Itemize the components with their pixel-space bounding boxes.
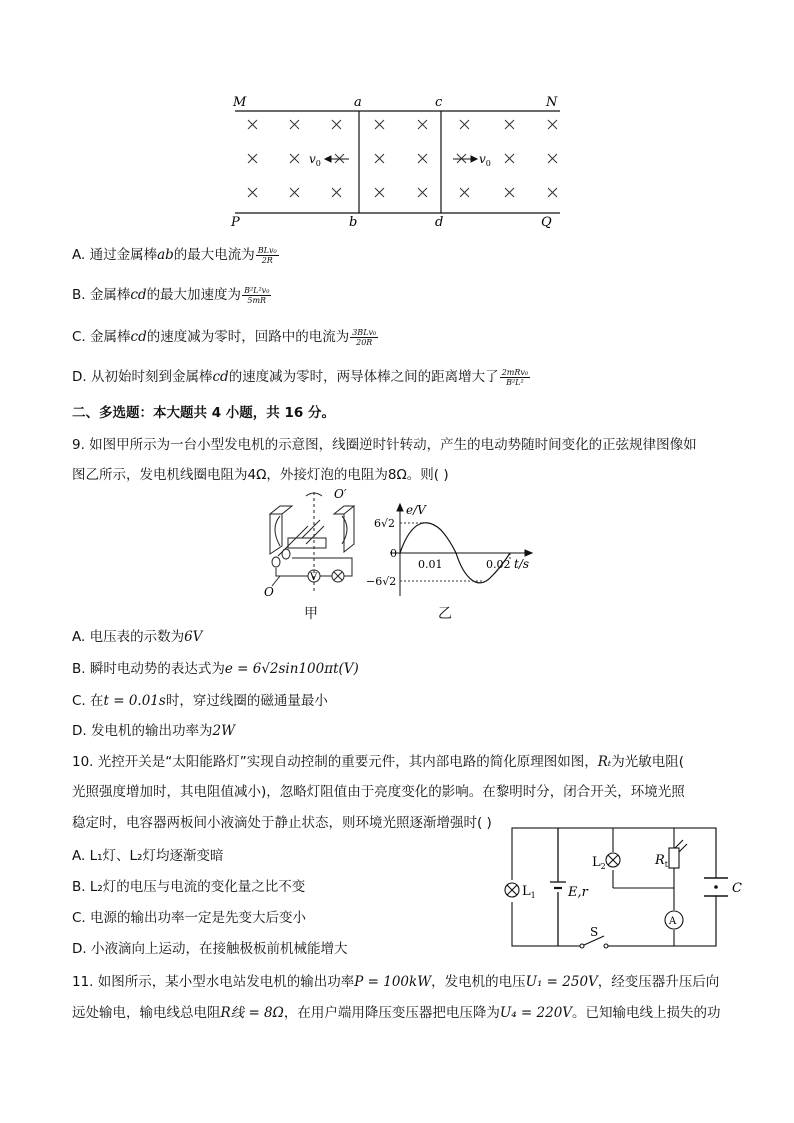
- x-axis-label: t/s: [514, 557, 530, 571]
- label-O-top: O′: [334, 487, 347, 501]
- label-v0-left: $v_0$: [309, 152, 321, 168]
- q9-stem-line1: 9. 如图甲所示为一台小型发电机的示意图，线圈逆时针转动，产生的电动势随时间变化的正弦规律图像如: [72, 437, 697, 453]
- q10-option-d[interactable]: D. 小液滴向上运动，在接触极板前机械能增大: [72, 941, 348, 957]
- label-C: C: [732, 881, 742, 896]
- section-title: 二、多选题：本大题共 4 小题，共 16 分。: [72, 405, 335, 421]
- label-Er: E,r: [568, 885, 588, 900]
- q11-stem-line2: 远处输电，输电线总电阻R线 = 8Ω，在用户端用降压变压器把电压降为U₄ = 220V。已知输电线上损失的功: [72, 1005, 721, 1021]
- q10-stem-line3: 稳定时，电容器两板间小液滴处于静止状态，则环境光照逐渐增强时( ): [72, 815, 492, 831]
- label-v0-right: $v_0$: [479, 152, 491, 168]
- label-L1: $L_1$: [522, 884, 536, 900]
- velocity-arrow-right: [453, 156, 477, 162]
- caption-jia: 甲: [304, 606, 318, 622]
- lamp-L1: [505, 883, 519, 897]
- q10-stem-line2: 光照强度增加时，其电阻值减小)，忽略灯阻值由于亮度变化的影响。在黎明时分，闭合开关，环境光照: [72, 784, 685, 800]
- label-b: b: [349, 215, 358, 230]
- q8-option-c[interactable]: C. 金属棒cd的速度减为零时，回路中的电流为 $\frac{\text{3BLv₀}}{20R}$: [72, 327, 377, 347]
- q11-stem-line1: 11. 如图所示，某小型水电站发电机的输出功率P = 100kW，发电机的电压U₁ = 250V，经变压器升压后向: [72, 974, 720, 990]
- q9-option-c[interactable]: C. 在t = 0.01s时，穿过线圈的磁通量最小: [72, 693, 328, 709]
- label-N: N: [546, 95, 558, 110]
- q10-option-a[interactable]: A. L₁灯、L₂灯均逐渐变暗: [72, 848, 224, 864]
- rails-figure: [225, 92, 575, 230]
- fraction: $\frac{\text{2mRv₀}}{\text{B²L²}}$: [501, 367, 529, 387]
- q9-option-b[interactable]: B. 瞬时电动势的表达式为e = 6√2sin100πt(V): [72, 661, 359, 677]
- label-P: P: [231, 215, 240, 230]
- y-axis-label: e/V: [406, 503, 426, 517]
- label-A: A: [669, 916, 677, 927]
- label-d: d: [435, 215, 444, 230]
- label-O-bottom: O: [264, 585, 274, 599]
- q8-option-a[interactable]: A. 通过金属棒ab的最大电流为 $\frac{\text{BLv₀}}{2R}$: [72, 245, 277, 265]
- label-Rt: $R_t$: [655, 853, 669, 869]
- circuit-figure: [498, 822, 748, 956]
- photoresistor-Rt: [669, 840, 687, 868]
- q9-stem-line2: 图乙所示，发电机线圈电阻为4Ω，外接灯泡的电阻为8Ω。则( ): [72, 467, 449, 483]
- label-S: S: [590, 925, 599, 939]
- fraction: $\frac{\text{3BLv₀}}{20R}$: [352, 327, 377, 347]
- x-tick-2: 0.02: [486, 558, 511, 571]
- lamp-L2: [606, 853, 620, 867]
- q10-stem-line1: 10. 光控开关是“太阳能路灯”实现自动控制的重要元件，其内部电路的简化原理图如图，Rₜ为光敏电阻(: [72, 754, 685, 770]
- q8-option-b[interactable]: B. 金属棒cd的最大加速度为 $\frac{\text{B²L²v₀}}{5mR}$: [72, 285, 270, 305]
- q10-option-b[interactable]: B. L₂灯的电压与电流的变化量之比不变: [72, 879, 306, 895]
- voltmeter-label: V: [310, 572, 318, 583]
- emf-sine-graph: [360, 500, 540, 600]
- fraction: $\frac{\text{B²L²v₀}}{5mR}$: [244, 285, 270, 305]
- q8-option-d[interactable]: D. 从初始时刻到金属棒cd的速度减为零时，两导体棒之间的距离增大了 $\frac{\text{2mRv₀}}{\text{B²L²}}$: [72, 367, 529, 387]
- label-c: c: [435, 95, 443, 110]
- label-a: a: [354, 95, 362, 110]
- q9-option-d[interactable]: D. 发电机的输出功率为2W: [72, 723, 235, 739]
- droplet: [714, 885, 718, 889]
- q9-option-a[interactable]: A. 电压表的示数为6V: [72, 629, 203, 645]
- y-tick-pos: 6√2: [374, 517, 396, 530]
- y-tick-neg: −6√2: [366, 575, 397, 588]
- q10-option-c[interactable]: C. 电源的输出功率一定是先变大后变小: [72, 910, 307, 926]
- label-Q: Q: [541, 215, 552, 230]
- magnetic-field-crosses: [248, 120, 557, 197]
- x-tick-1: 0.01: [418, 558, 443, 571]
- caption-yi: 乙: [438, 606, 452, 622]
- generator-figure: [258, 486, 370, 600]
- label-L2: $L_2$: [592, 855, 606, 871]
- label-M: M: [233, 95, 247, 110]
- y-tick-zero: 0: [390, 547, 397, 560]
- fraction: $\frac{\text{BLv₀}}{2R}$: [257, 245, 277, 265]
